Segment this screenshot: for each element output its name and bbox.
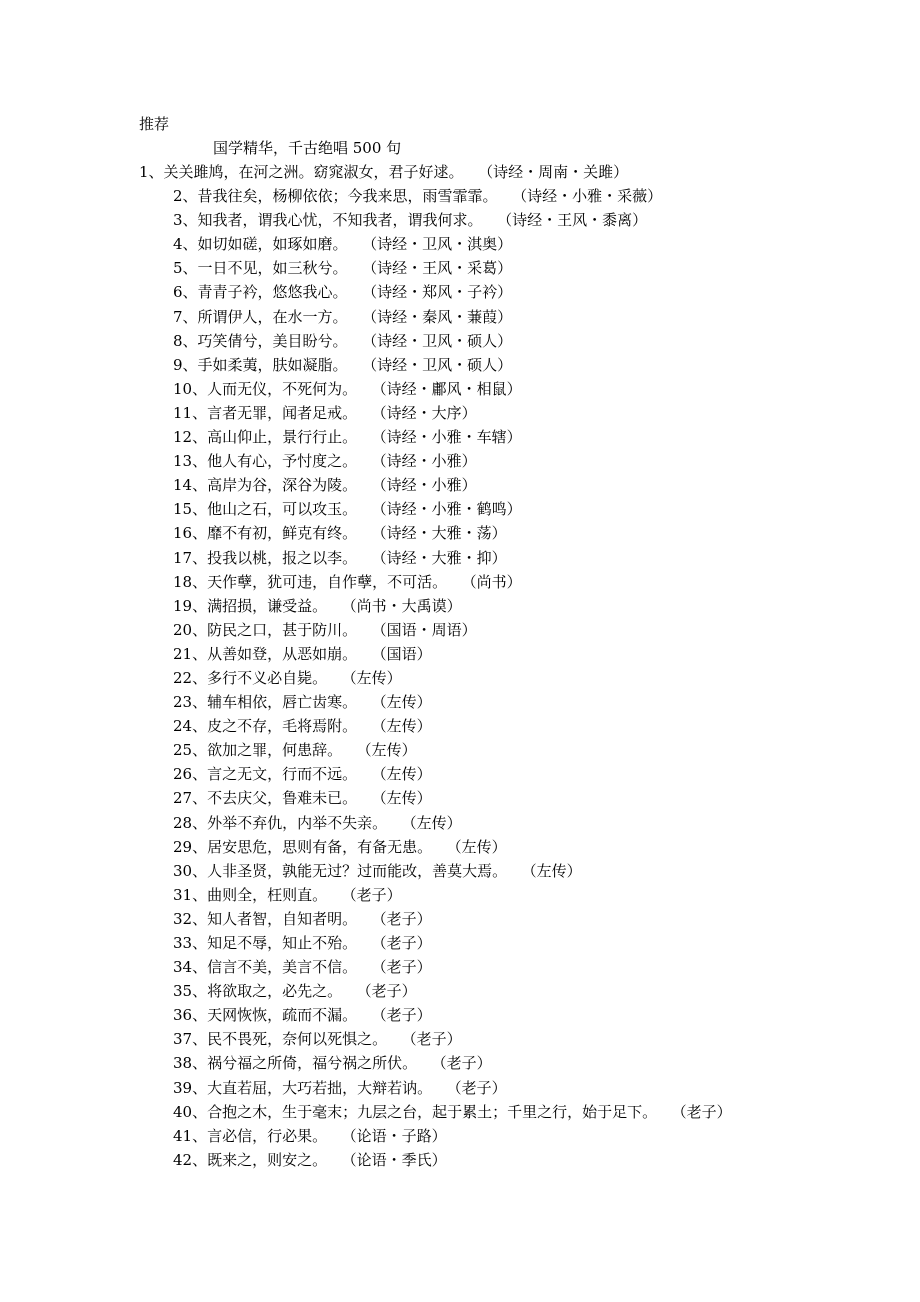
quote-text: 高山仰止，景行行止。 [207,428,358,447]
quote-number: 27、 [173,789,208,808]
quote-source: （诗经・秦风・蒹葭） [369,307,513,326]
quote-number: 17、 [173,548,208,567]
quote-number: 31、 [173,885,208,904]
quote-text: 外举不弃仇，内举不失亲。 [207,813,388,832]
quote-entry [0,861,920,885]
quote-text: 多行不义必自毙。 [207,668,328,687]
quote-number: 35、 [173,982,208,1001]
quote-number: 38、 [173,1054,208,1073]
quote-number: 7、 [173,307,198,326]
quote-number: 34、 [173,958,208,977]
quote-number: 1、 [139,163,164,181]
quote-source: （诗经・小雅） [379,476,477,495]
quote-entry [0,885,920,909]
quote-text: 知我者，谓我心忧，不知我者，谓我何求。 [197,211,483,230]
quote-text: 他人有心，予忖度之。 [207,452,358,471]
quote-text: 昔我往矣，杨柳依依；今我来思，雨雪霏霏。 [197,187,498,206]
quote-source: （尚书） [469,572,522,591]
quote-source: （老子） [379,958,432,977]
quote-number: 22、 [173,668,208,687]
quote-entry [0,427,920,451]
quote-text: 天作孽，犹可违，自作孽，不可活。 [207,572,448,591]
quote-source: （老子） [409,1030,462,1049]
quote-text: 不去庆父，鲁难未已。 [207,789,358,808]
quote-number: 39、 [173,1078,208,1097]
quote-number: 12、 [173,428,208,447]
quote-source: （左传） [379,693,432,712]
quote-text: 知足不辱，知止不殆。 [207,934,358,952]
quote-entry [0,644,920,668]
quote-entry [0,957,920,981]
quote-source: （国语） [379,644,432,663]
quote-entry [0,258,920,282]
quote-text: 人而无仪，不死何为。 [207,379,358,398]
quote-source: （诗经・卫风・硕人） [369,331,513,350]
quote-source: （左传） [379,789,432,808]
quote-number: 24、 [173,717,208,736]
quote-source: （老子） [379,909,432,928]
quote-entry [0,716,920,740]
quote-number: 26、 [173,765,208,784]
quote-entry [0,837,920,861]
quote-text: 祸兮福之所倚，福兮祸之所伏。 [207,1054,418,1073]
quote-entry [0,499,920,523]
quote-entry [0,572,920,596]
quote-entry [0,981,920,1005]
quote-text: 天网恢恢，疏而不漏。 [207,1006,358,1025]
quote-entry [0,1005,920,1029]
quote-entry [0,379,920,403]
quote-source: （国语・周语） [379,620,477,639]
quote-entry [0,1029,920,1053]
quote-source: （老子） [454,1078,507,1097]
quote-entry [0,1150,920,1174]
quote-source: （诗经・周南・关雎） [485,163,629,181]
quote-entry [0,620,920,644]
header-label: 推荐 [139,115,170,133]
quote-source: （诗经・大雅・抑） [379,548,507,567]
quote-text: 关关雎鸠，在河之洲。窈窕淑女，君子好逑。 [163,163,464,181]
quote-source: （论语・季氏） [349,1150,447,1169]
quote-number: 6、 [173,283,198,302]
quote-text: 人非圣贤，孰能无过？过而能改，善莫大焉。 [207,861,508,880]
quote-source: （诗经・鄘风・相鼠） [379,379,522,398]
quote-source: （左传） [379,717,432,736]
quote-entry [0,186,920,210]
quote-entry [0,1102,920,1126]
quote-entry [0,234,920,258]
quote-text: 知人者智，自知者明。 [207,909,358,928]
quote-source: （左传） [529,861,582,880]
quote-source: （老子） [439,1054,492,1073]
quote-text: 皮之不存，毛将焉附。 [207,717,358,736]
quote-source: （诗经・小雅・车辖） [379,428,522,447]
quote-entry [0,813,920,837]
quote-entry [0,596,920,620]
quote-text: 高岸为谷，深谷为陵。 [207,476,358,495]
quote-number: 19、 [173,596,208,615]
quote-number: 2、 [173,187,198,206]
quote-text: 言必信，行必果。 [207,1126,328,1145]
quote-entry [0,162,920,186]
quote-text: 欲加之罪，何患辞。 [207,741,343,760]
quote-number: 14、 [173,476,208,495]
quote-source: （诗经・卫风・硕人） [369,355,513,374]
quote-source: （老子） [379,934,432,952]
quote-number: 25、 [173,741,208,760]
quote-entry [0,282,920,306]
quote-source: （诗经・卫风・淇奥） [369,235,513,254]
quote-number: 30、 [173,861,208,880]
quote-source: （诗经・王风・采葛） [369,259,513,278]
quote-number: 41、 [173,1126,208,1145]
quote-entry [0,307,920,331]
quote-entry [0,548,920,572]
quote-number: 15、 [173,500,208,519]
quote-entry [0,523,920,547]
quote-source: （左传） [409,813,462,832]
quote-list [0,162,920,1174]
quote-entry [0,403,920,427]
quote-number: 16、 [173,524,208,543]
quote-source: （诗经・小雅・采薇） [519,187,663,206]
quote-number: 21、 [173,644,208,663]
quote-source: （老子） [364,982,417,1001]
quote-text: 辅车相依，唇亡齿寒。 [207,693,358,712]
quote-entry [0,668,920,692]
quote-number: 23、 [173,693,208,712]
quote-source: （诗经・小雅） [379,452,477,471]
quote-text: 靡不有初，鲜克有终。 [207,524,358,543]
quote-source: （诗经・大序） [379,403,477,422]
quote-source: （老子） [679,1102,732,1121]
quote-number: 9、 [173,355,198,374]
quote-entry [0,475,920,499]
quote-number: 5、 [173,259,198,278]
quote-text: 投我以桃，报之以李。 [207,548,358,567]
quote-number: 3、 [173,211,198,230]
quote-entry [0,692,920,716]
quote-entry [0,933,920,957]
quote-entry [0,764,920,788]
quote-text: 防民之口，甚于防川。 [207,620,358,639]
quote-text: 既来之，则安之。 [207,1150,328,1169]
quote-entry [0,451,920,475]
quote-number: 28、 [173,813,208,832]
quote-text: 民不畏死，奈何以死惧之。 [207,1030,388,1049]
quote-entry [0,788,920,812]
quote-number: 18、 [173,572,208,591]
quote-source: （老子） [349,885,402,904]
quote-text: 手如柔荑，肤如凝脂。 [197,355,348,374]
document-subtitle: 国学精华，千古绝唱 500 句 [213,139,402,157]
quote-entry [0,909,920,933]
quote-source: （诗经・王风・黍离） [504,211,648,230]
quote-text: 信言不美，美言不信。 [207,958,358,977]
quote-number: 13、 [173,452,208,471]
quote-entry [0,210,920,234]
quote-source: （诗经・小雅・鹤鸣） [379,500,522,519]
quote-entry [0,740,920,764]
quote-text: 巧笑倩兮，美目盼兮。 [197,331,348,350]
quote-text: 大直若屈，大巧若拙，大辩若讷。 [207,1078,433,1097]
quote-text: 将欲取之，必先之。 [207,982,343,1001]
quote-source: （诗经・郑风・子衿） [369,283,513,302]
quote-source: （左传） [349,668,402,687]
quote-source: （左传） [364,741,417,760]
quote-text: 满招损，谦受益。 [207,596,328,615]
quote-text: 居安思危，思则有备，有备无患。 [207,837,433,856]
quote-source: （左传） [454,837,507,856]
quote-text: 言者无罪，闻者足戒。 [207,403,358,422]
quote-number: 10、 [173,379,208,398]
quote-entry [0,355,920,379]
quote-text: 曲则全，枉则直。 [207,885,328,904]
quote-number: 8、 [173,331,198,350]
quote-text: 合抱之木，生于毫末；九层之台，起于累土；千里之行，始于足下。 [207,1102,658,1121]
quote-text: 所谓伊人，在水一方。 [197,307,348,326]
quote-number: 4、 [173,235,198,254]
quote-number: 32、 [173,909,208,928]
quote-number: 20、 [173,620,208,639]
quote-entry [0,331,920,355]
quote-number: 29、 [173,837,208,856]
quote-text: 言之无文，行而不远。 [207,765,358,784]
quote-number: 37、 [173,1030,208,1049]
quote-text: 他山之石，可以攻玉。 [207,500,358,519]
quote-number: 40、 [173,1102,208,1121]
quote-number: 33、 [173,934,208,952]
quote-source: （诗经・大雅・荡） [379,524,507,543]
quote-entry [0,1053,920,1077]
quote-number: 42、 [173,1150,208,1169]
quote-text: 如切如磋，如琢如磨。 [197,235,348,254]
quote-text: 一日不见，如三秋兮。 [197,259,348,278]
quote-source: （论语・子路） [349,1126,447,1145]
quote-source: （老子） [379,1006,432,1025]
quote-text: 青青子衿，悠悠我心。 [197,283,348,302]
quote-entry [0,1126,920,1150]
quote-source: （左传） [379,765,432,784]
quote-entry [0,1078,920,1102]
quote-number: 11、 [173,403,208,422]
quote-source: （尚书・大禹谟） [349,596,462,615]
quote-number: 36、 [173,1006,208,1025]
quote-text: 从善如登，从恶如崩。 [207,644,358,663]
